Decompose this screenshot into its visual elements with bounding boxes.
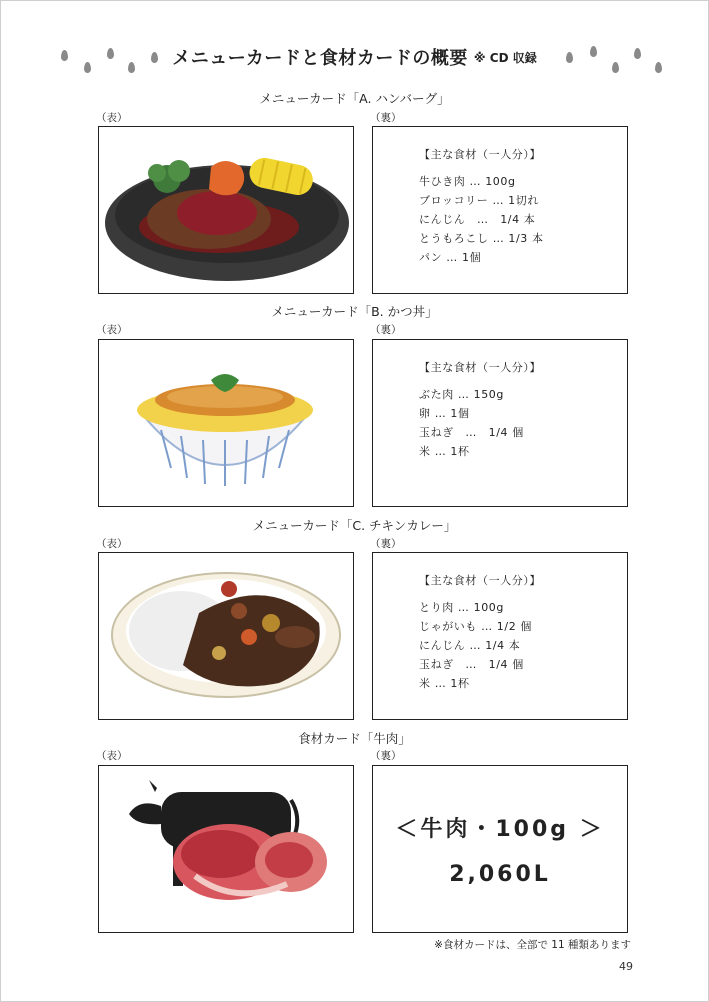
- ingredient-item: 玉ねぎ … 1/4 個: [419, 658, 524, 671]
- back-label: （裏）: [370, 750, 402, 762]
- card-back-hamburg: [372, 126, 628, 294]
- ingredient-item: とり肉 … 100g: [419, 601, 504, 614]
- ingredient-list: [419, 571, 541, 693]
- ingredient-item: ぶた肉 … 150g: [419, 388, 504, 401]
- ingredients-heading: 【主な食材（一人分）】: [419, 574, 542, 587]
- card-front-curry: [98, 552, 354, 720]
- footnote: ※食材カードは、全部で 11 種類あります: [434, 939, 631, 951]
- front-label: （表）: [96, 750, 128, 762]
- back-label: （裏）: [370, 112, 402, 124]
- page-header: [0, 44, 709, 74]
- card-back-katsudon: [372, 339, 628, 507]
- ingredient-item: 玉ねぎ … 1/4 個: [419, 426, 524, 439]
- card-front-beef: [98, 765, 354, 933]
- section-heading-curry: メニューカード「C. チキンカレー」: [252, 518, 457, 533]
- section-heading-hamburg: メニューカード「A. ハンバーグ」: [259, 91, 450, 106]
- ingredient-item: 牛ひき肉 … 100g: [419, 175, 516, 188]
- ingredient-item: にんじん … 1/4 本: [419, 213, 536, 226]
- ingredients-heading: 【主な食材（一人分）】: [419, 148, 542, 161]
- beef-cow-illustration-icon: [99, 766, 353, 932]
- card-back-curry: [372, 552, 628, 720]
- front-label: （表）: [96, 112, 128, 124]
- section-heading-beef: 食材カード「牛肉」: [298, 731, 411, 746]
- ingredient-item: にんじん … 1/4 本: [419, 639, 521, 652]
- ingredients-heading: 【主な食材（一人分）】: [419, 361, 542, 374]
- ingredient-item: ブロッコリー … 1切れ: [419, 194, 539, 207]
- chicken-curry-illustration-icon: [99, 553, 353, 719]
- front-label: （表）: [96, 538, 128, 550]
- katsudon-illustration-icon: [99, 340, 353, 506]
- ingredient-card-title: ＜牛肉・100g ＞: [395, 817, 605, 842]
- ingredient-item: 米 … 1杯: [419, 677, 470, 690]
- ingredient-list: [419, 145, 544, 267]
- ingredient-item: 米 … 1杯: [419, 445, 470, 458]
- ingredient-card-value: 2,060L: [449, 862, 551, 887]
- hamburg-steak-illustration-icon: [99, 127, 353, 293]
- card-front-hamburg: [98, 126, 354, 294]
- ingredient-item: じゃがいも … 1/2 個: [419, 620, 532, 633]
- page-title: メニューカードと食材カードの概要: [172, 48, 468, 69]
- back-label: （裏）: [370, 324, 402, 336]
- front-label: （表）: [96, 324, 128, 336]
- page-number: 49: [619, 960, 633, 973]
- section-heading-katsudon: メニューカード「B. かつ丼」: [271, 304, 438, 319]
- ingredient-item: パン … 1個: [419, 251, 482, 264]
- page-subtitle: ※ CD 収録: [473, 50, 537, 65]
- card-back-beef: [372, 765, 628, 933]
- ingredient-item: とうもろこし … 1/3 本: [419, 232, 544, 245]
- back-label: （裏）: [370, 538, 402, 550]
- ingredient-item: 卵 … 1個: [419, 407, 470, 420]
- ingredient-list: [419, 358, 541, 461]
- card-front-katsudon: [98, 339, 354, 507]
